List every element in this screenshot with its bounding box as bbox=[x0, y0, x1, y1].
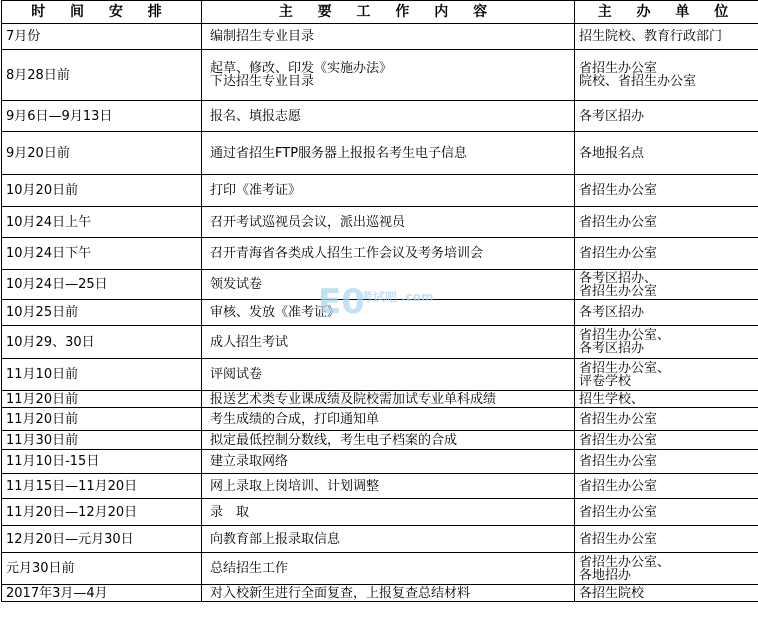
header-time: 时 间 安 排 bbox=[2, 1, 202, 24]
cell-time: 12月20日—元月30日 bbox=[2, 526, 202, 553]
cell-org: 各考区招办 bbox=[575, 300, 758, 326]
cell-org: 招生院校、教育行政部门 bbox=[575, 24, 758, 50]
cell-task: 领发试卷 bbox=[202, 270, 575, 300]
cell-time: 11月10日-15日 bbox=[2, 450, 202, 474]
cell-task: 录 取 bbox=[202, 499, 575, 526]
cell-org: 各地报名点 bbox=[575, 132, 758, 175]
cell-org: 省招生办公室 bbox=[575, 175, 758, 207]
table-row bbox=[2, 238, 758, 270]
cell-task: 成人招生考试 bbox=[202, 326, 575, 359]
cell-time: 9月6日—9月13日 bbox=[2, 101, 202, 132]
cell-task: 打印《准考证》 bbox=[202, 175, 575, 207]
cell-org: 各考区招办 bbox=[575, 101, 758, 132]
schedule-table bbox=[1, 0, 758, 602]
cell-org: 省招生办公室 bbox=[575, 474, 758, 499]
table-row bbox=[2, 326, 758, 359]
cell-org: 省招生办公室 bbox=[575, 526, 758, 553]
header-row bbox=[2, 1, 758, 24]
table-row bbox=[2, 526, 758, 553]
cell-org: 省招生办公室 bbox=[575, 450, 758, 474]
cell-time: 10月24日下午 bbox=[2, 238, 202, 270]
cell-time: 10月29、30日 bbox=[2, 326, 202, 359]
cell-time: 11月30日前 bbox=[2, 431, 202, 450]
cell-time: 10月24日上午 bbox=[2, 207, 202, 238]
cell-task: 审核、发放《准考证》 bbox=[202, 300, 575, 326]
cell-org: 省招生办公室 bbox=[575, 431, 758, 450]
cell-task: 对入校新生进行全面复查，上报复查总结材料 bbox=[202, 585, 575, 602]
table-body bbox=[2, 24, 758, 602]
table-row bbox=[2, 359, 758, 391]
cell-time: 7月份 bbox=[2, 24, 202, 50]
table-row bbox=[2, 585, 758, 602]
table-row bbox=[2, 499, 758, 526]
cell-org: 省招生办公室、 评卷学校 bbox=[575, 359, 758, 391]
table-row bbox=[2, 300, 758, 326]
cell-org: 省招生办公室 bbox=[575, 408, 758, 431]
cell-time: 10月25日前 bbox=[2, 300, 202, 326]
cell-org: 各考区招办、 省招生办公室 bbox=[575, 270, 758, 300]
header-task: 主 要 工 作 内 容 bbox=[202, 1, 575, 24]
cell-task: 网上录取上岗培训、计划调整 bbox=[202, 474, 575, 499]
table-row bbox=[2, 270, 758, 300]
cell-org: 省招生办公室 bbox=[575, 207, 758, 238]
cell-task: 报名、填报志愿 bbox=[202, 101, 575, 132]
cell-org: 各招生院校 bbox=[575, 585, 758, 602]
cell-org: 省招生办公室 院校、省招生办公室 bbox=[575, 50, 758, 101]
table-row bbox=[2, 132, 758, 175]
cell-org: 省招生办公室、 各考区招办 bbox=[575, 326, 758, 359]
table-row bbox=[2, 474, 758, 499]
cell-task: 编制招生专业目录 bbox=[202, 24, 575, 50]
cell-task: 召开考试巡视员会议，派出巡视员 bbox=[202, 207, 575, 238]
table-row bbox=[2, 450, 758, 474]
cell-org: 省招生办公室 bbox=[575, 499, 758, 526]
table-row bbox=[2, 24, 758, 50]
cell-task: 评阅试卷 bbox=[202, 359, 575, 391]
cell-task: 起草、修改、印发《实施办法》 下达招生专业目录 bbox=[202, 50, 575, 101]
cell-task: 召开青海省各类成人招生工作会议及考务培训会 bbox=[202, 238, 575, 270]
table-row bbox=[2, 391, 758, 408]
cell-time: 元月30日前 bbox=[2, 553, 202, 585]
cell-time: 8月28日前 bbox=[2, 50, 202, 101]
table-row bbox=[2, 50, 758, 101]
cell-time: 2017年3月—4月 bbox=[2, 585, 202, 602]
cell-time: 11月20日前 bbox=[2, 408, 202, 431]
table-row bbox=[2, 207, 758, 238]
cell-time: 11月10日前 bbox=[2, 359, 202, 391]
cell-org: 省招生办公室 bbox=[575, 238, 758, 270]
cell-time: 11月15日—11月20日 bbox=[2, 474, 202, 499]
cell-task: 总结招生工作 bbox=[202, 553, 575, 585]
cell-time: 9月20日前 bbox=[2, 132, 202, 175]
cell-task: 报送艺术类专业课成绩及院校需加试专业单科成绩 bbox=[202, 391, 575, 408]
cell-time: 11月20日前 bbox=[2, 391, 202, 408]
table-row bbox=[2, 553, 758, 585]
cell-task: 通过省招生FTP服务器上报报名考生电子信息 bbox=[202, 132, 575, 175]
cell-task: 向教育部上报录取信息 bbox=[202, 526, 575, 553]
cell-task: 考生成绩的合成，打印通知单 bbox=[202, 408, 575, 431]
table-row bbox=[2, 408, 758, 431]
cell-task: 拟定最低控制分数线，考生电子档案的合成 bbox=[202, 431, 575, 450]
cell-time: 11月20日—12月20日 bbox=[2, 499, 202, 526]
cell-task: 建立录取网络 bbox=[202, 450, 575, 474]
cell-org: 招生学校、 bbox=[575, 391, 758, 408]
cell-org: 省招生办公室、 各地招办 bbox=[575, 553, 758, 585]
watermark-logo: $E0^{考试吧 .com}$ bbox=[318, 282, 434, 322]
cell-time: 10月20日前 bbox=[2, 175, 202, 207]
header-org: 主 办 单 位 bbox=[575, 1, 758, 24]
table-row bbox=[2, 101, 758, 132]
table-row bbox=[2, 431, 758, 450]
cell-time: 10月24日—25日 bbox=[2, 270, 202, 300]
table-row bbox=[2, 175, 758, 207]
